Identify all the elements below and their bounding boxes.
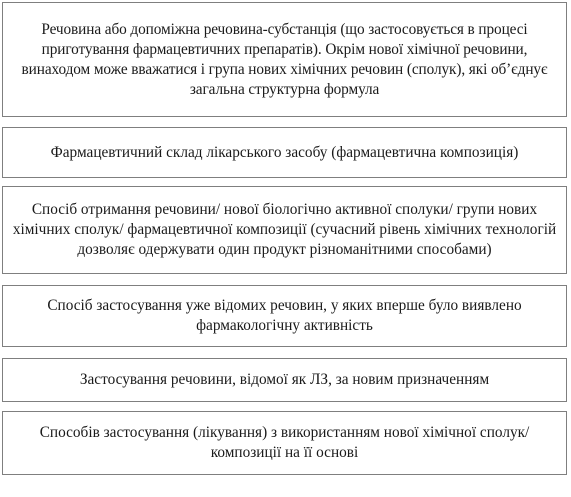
box-text: Фармацевтичний склад лікарського засобу (фармацевтична композиція): [50, 143, 519, 161]
box-text: Речовина або допоміжна речовина-субстанція (що застосовується в процесі приготування фармацевтичних препаратів). Окрім нової хімічної речовини, винаходом може вважатися і група нових хімічних речовин (сполук), які об’єднує загальна структурна формула: [21, 20, 548, 98]
patent-object-box-application-method: [2, 285, 567, 347]
patent-object-box-production-method: [2, 186, 567, 274]
box-text: Спосіб застосування уже відомих речовин, у яких вперше було виявлено фармакологічну активність: [47, 297, 522, 334]
box-text: Застосування речовини, відомої як ЛЗ, за новим призначенням: [79, 371, 490, 388]
box-text: Спосіб отримання речовини/ нової біологічно активної сполуки/ групи нових хімічних сполук/ фармацевтичної композиції (сучасний рівень хімічних технологій дозволяє одержувати один продукт різноманітними способами): [12, 201, 557, 258]
box-text: Способів застосування (лікування) з використанням нової хімічної сполук/ композиції на її основі: [39, 424, 530, 461]
patent-object-box-substance: [2, 2, 567, 117]
patent-object-box-new-purpose: [2, 358, 567, 402]
patent-object-box-treatment-method: [2, 411, 567, 475]
patent-object-box-composition: [2, 127, 567, 178]
